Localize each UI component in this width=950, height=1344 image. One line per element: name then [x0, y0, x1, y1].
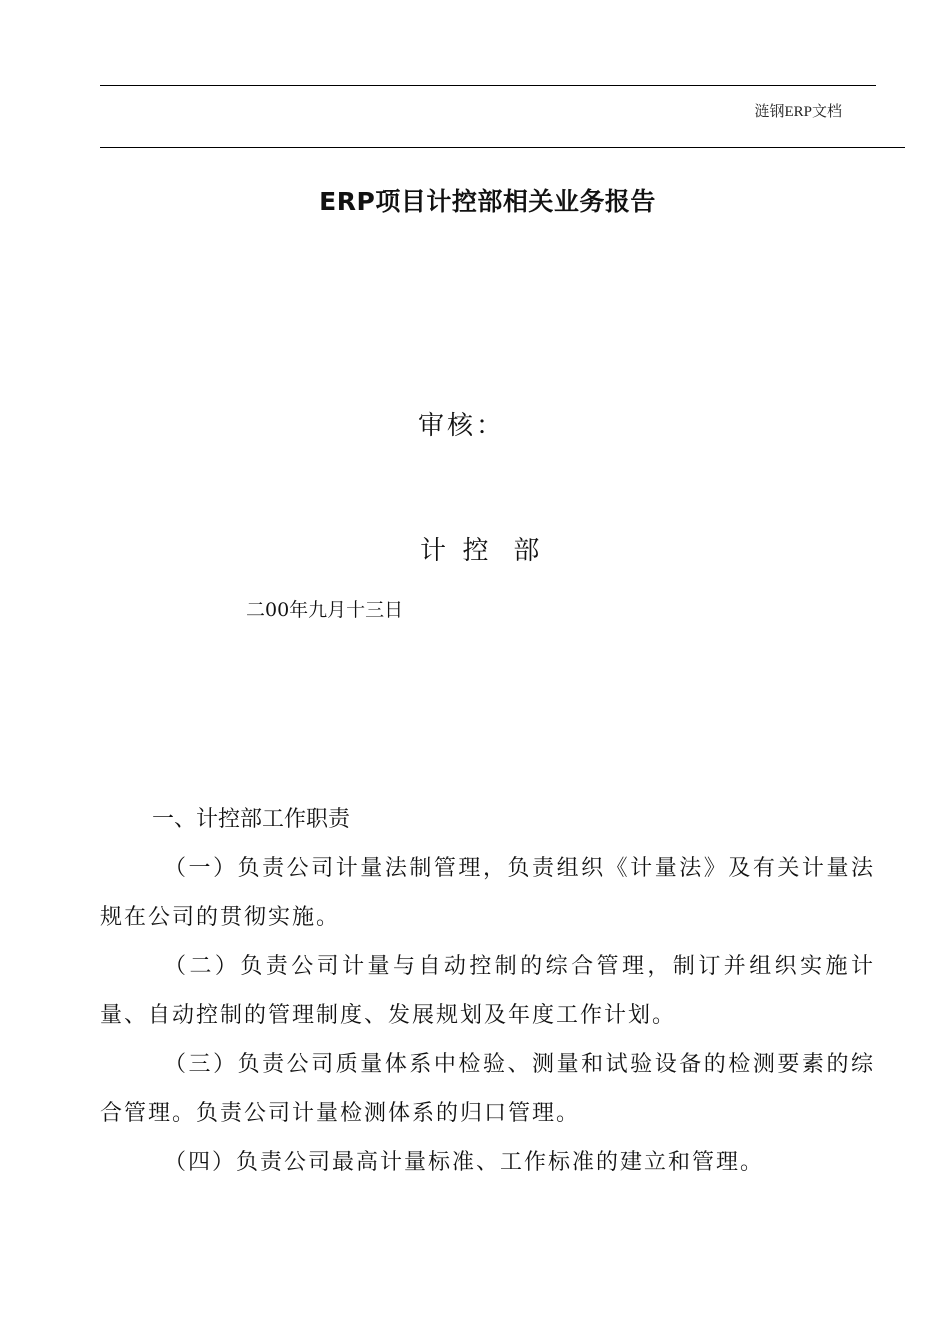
- duties-section: [100, 795, 875, 1187]
- header-doc-label: 涟钢ERP文档: [754, 104, 842, 120]
- document-date: 二00年九月十三日: [246, 599, 404, 621]
- department-name: 计 控 部: [420, 536, 540, 566]
- duty-paragraph-3: （三）负责公司质量体系中检验、测量和试验设备的检测要素的综合管理。负责公司计量检测体系的归口管理。: [100, 1052, 875, 1126]
- duty-paragraph-1: （一）负责公司计量法制管理，负责组织《计量法》及有关计量法规在公司的贯彻实施。: [100, 856, 875, 930]
- header-top-rule: [100, 85, 876, 86]
- duty-paragraph-2: （二）负责公司计量与自动控制的综合管理，制订并组织实施计量、自动控制的管理制度、发展规划及年度工作计划。: [100, 954, 875, 1028]
- duty-paragraph-4: （四）负责公司最高计量标准、工作标准的建立和管理。: [164, 1150, 765, 1175]
- document-title: ERP项目计控部相关业务报告: [319, 187, 656, 216]
- review-label: 审核：: [418, 411, 506, 441]
- section-heading: 一、计控部工作职责: [152, 807, 351, 832]
- header-bottom-rule: [100, 147, 905, 148]
